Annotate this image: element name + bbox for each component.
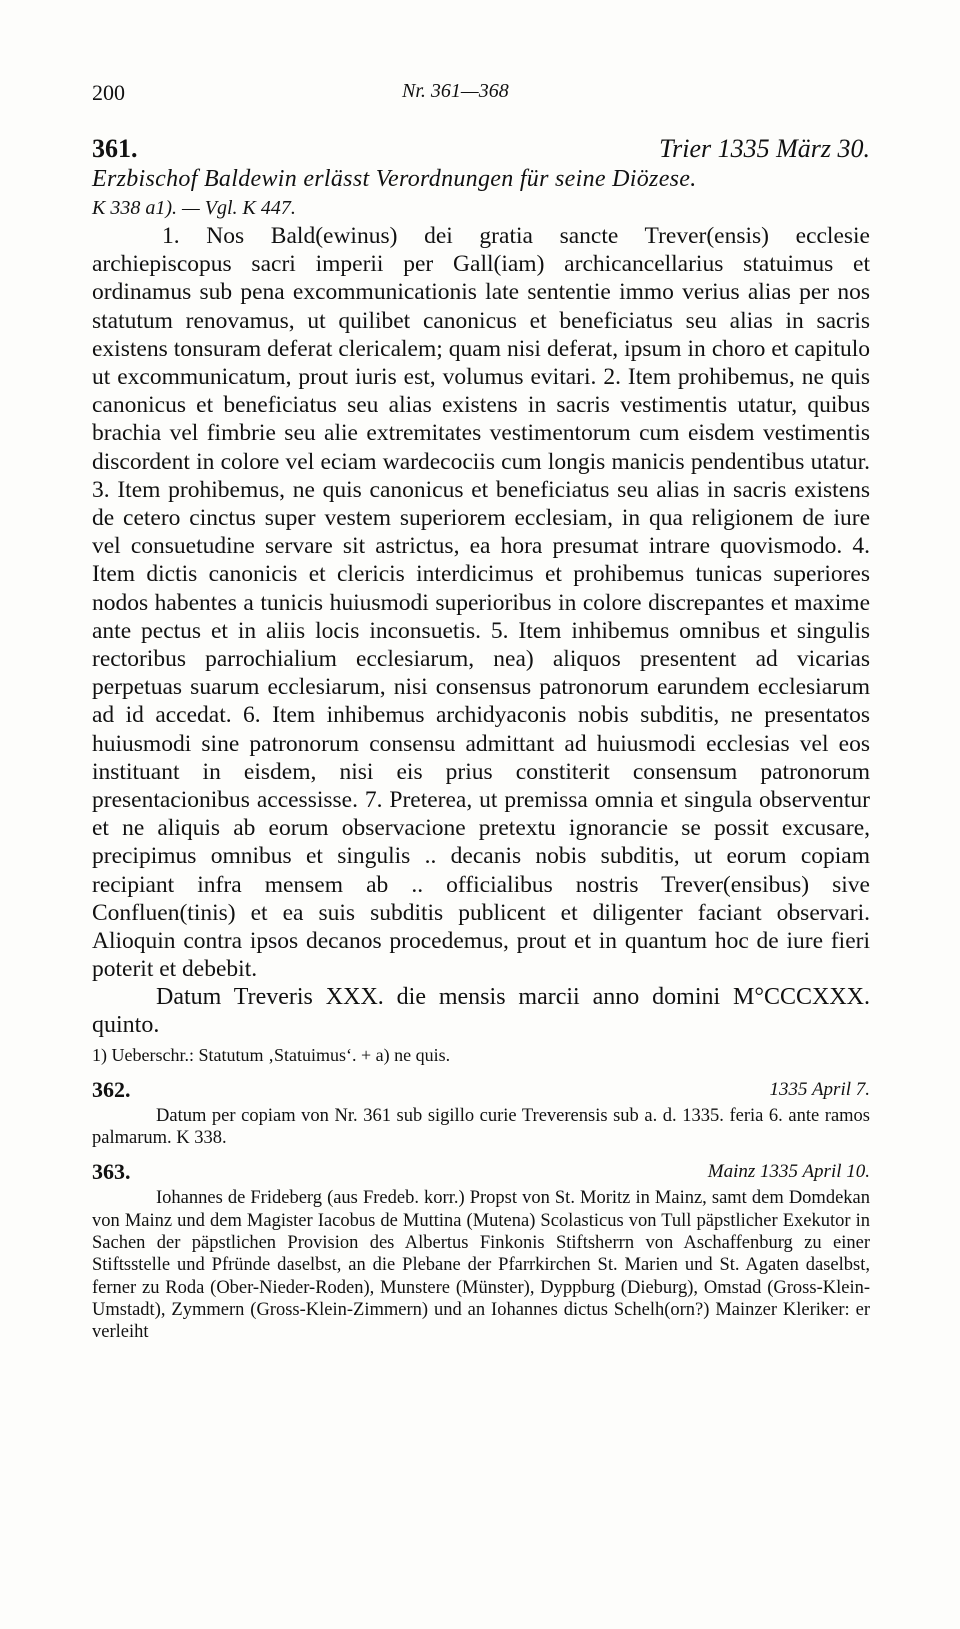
entry-place-date: Trier 1335 März 30. <box>659 134 870 163</box>
entry-text: Datum per copiam von Nr. 361 sub sigillo curie Treverensis sub a. d. 1335. feria 6. ante ramos palmarum. K 338. <box>92 1106 870 1149</box>
entry-number: 362. <box>92 1077 131 1103</box>
entry-regest: Erzbischof Baldewin erlässt Verordnungen für seine Diözese. <box>92 166 697 192</box>
document-page <box>92 80 870 1344</box>
entry-text: Iohannes de Frideberg (aus Fredeb. korr.) Propst von St. Moritz in Mainz, samt dem Domdekan von Mainz und dem Magister Iacobus de Muttina (Mutena) Scolasticus von Tull päpstlicher Exekutor in Sachen der päpstlichen Provision des Albertus Finkonis Stiftsherrn von Aschaffenburg zu einer Stiftsstelle und Pfründe daselbst, an die Plebane der Pfarrkirchen St. Marien und St. Agaten daselbst, ferner zu Roda (Ober-Nieder-Roden), Munstere (Münster), Dyppburg (Dieburg), Omstad (Gross-Klein-Umstadt), Zymmern (Gross-Klein-Zimmern) und an Iohannes dictus Schelh(orn?) Mainzer Kleriker: er verleiht <box>92 1188 870 1343</box>
entry-body-text: 1. Nos Bald(ewinus) dei gratia sancte Trever(ensis) ecclesie archiepiscopus sacri imperii per Gall(iam) archicancellarius statuimus et ordinamus sub pena excommunicationis late sententie immo verius alias per nos statutum renovamus, ut quilibet canonicus et beneficiatus seu alias in sacris existens tonsuram deferat clericalem; quam nisi deferat, ipsum in choro et capitulo ut excommunicatum, prout iuris est, volumus evitari. 2. Item prohibemus, ne quis canonicus et beneficiatus seu alias existens in sacris vestimentis utatur, quibus brachia vel fimbrie seu alie extremitates vestimentorum cum eisdem vestimentis discordent in colore vel eciam wardecociis cum longis manicis pendentibus utatur. 3. Item prohibemus, ne quis canonicus et beneficiatus seu alias in sacris existens de cetero cinctus super vestem superiorem ecclesiam, in qua religionem de iure vel consuetudine servare sit astrictus, ea hora presumat intrare quovismodo. 4. Item dictis canonicis et clericis interdicimus et prohibemus tunicas superiores nodos habentes a tunicis huiusmodi superioribus in colore discrepantes et maxime ante pectus et in aliis locis inconsuetis. 5. Item inhibemus omnibus et singulis rectoribus parrochialium ecclesiarum, nea) aliquos presentent ad vicarias perpetuas suarum ecclesiarum, nisi consensus patronorum earundem ecclesiarum ad id accedat. 6. Item inhibemus archidyaconis nobis subditis, ne presentatos huiusmodi sine patronorum consensu admittant ad huiusmodi ecclesias vel eos instituant in eisdem, nisi eis prius constiterit consensum patronorum presentacionibus accessisse. 7. Preterea, ut premissa omnia et singula observentur et ne aliquis ab eorum observacione pretextu ignorancie se possit excusare, precipimus omnibus et singulis .. decanis nobis subditis, ut eorum copiam recipiant infra mensem ab .. officialibus nostris Trever(ensibus) sive Confluen(tinis) et ea suis subditis publicent et diligenter faciant observari. Alioquin contra ipsos decanos procedemus, prout et in quantum hoc de iure fieri poterit et debebit. <box>92 223 870 983</box>
entry-reference: K 338 a1). — Vgl. K 447. <box>92 197 296 219</box>
entry-number: 363. <box>92 1159 131 1185</box>
entry-361-heading <box>92 134 870 166</box>
entry-363-heading <box>92 1159 870 1187</box>
entry-datum: Datum Treveris XXX. die mensis marcii anno domini M°CCCXXX. quinto. <box>92 984 870 1039</box>
page-header <box>92 80 870 116</box>
entry-362-heading <box>92 1077 870 1105</box>
running-title: Nr. 361—368 <box>402 80 509 102</box>
entry-place-date: 1335 April 7. <box>769 1079 870 1101</box>
entry-footnote: 1) Ueberschr.: Statutum ‚Statuimus‘. + a) ne quis. <box>92 1045 451 1066</box>
entry-number: 361. <box>92 134 138 163</box>
entry-place-date: Mainz 1335 April 10. <box>707 1161 870 1183</box>
page-number: 200 <box>92 80 125 105</box>
